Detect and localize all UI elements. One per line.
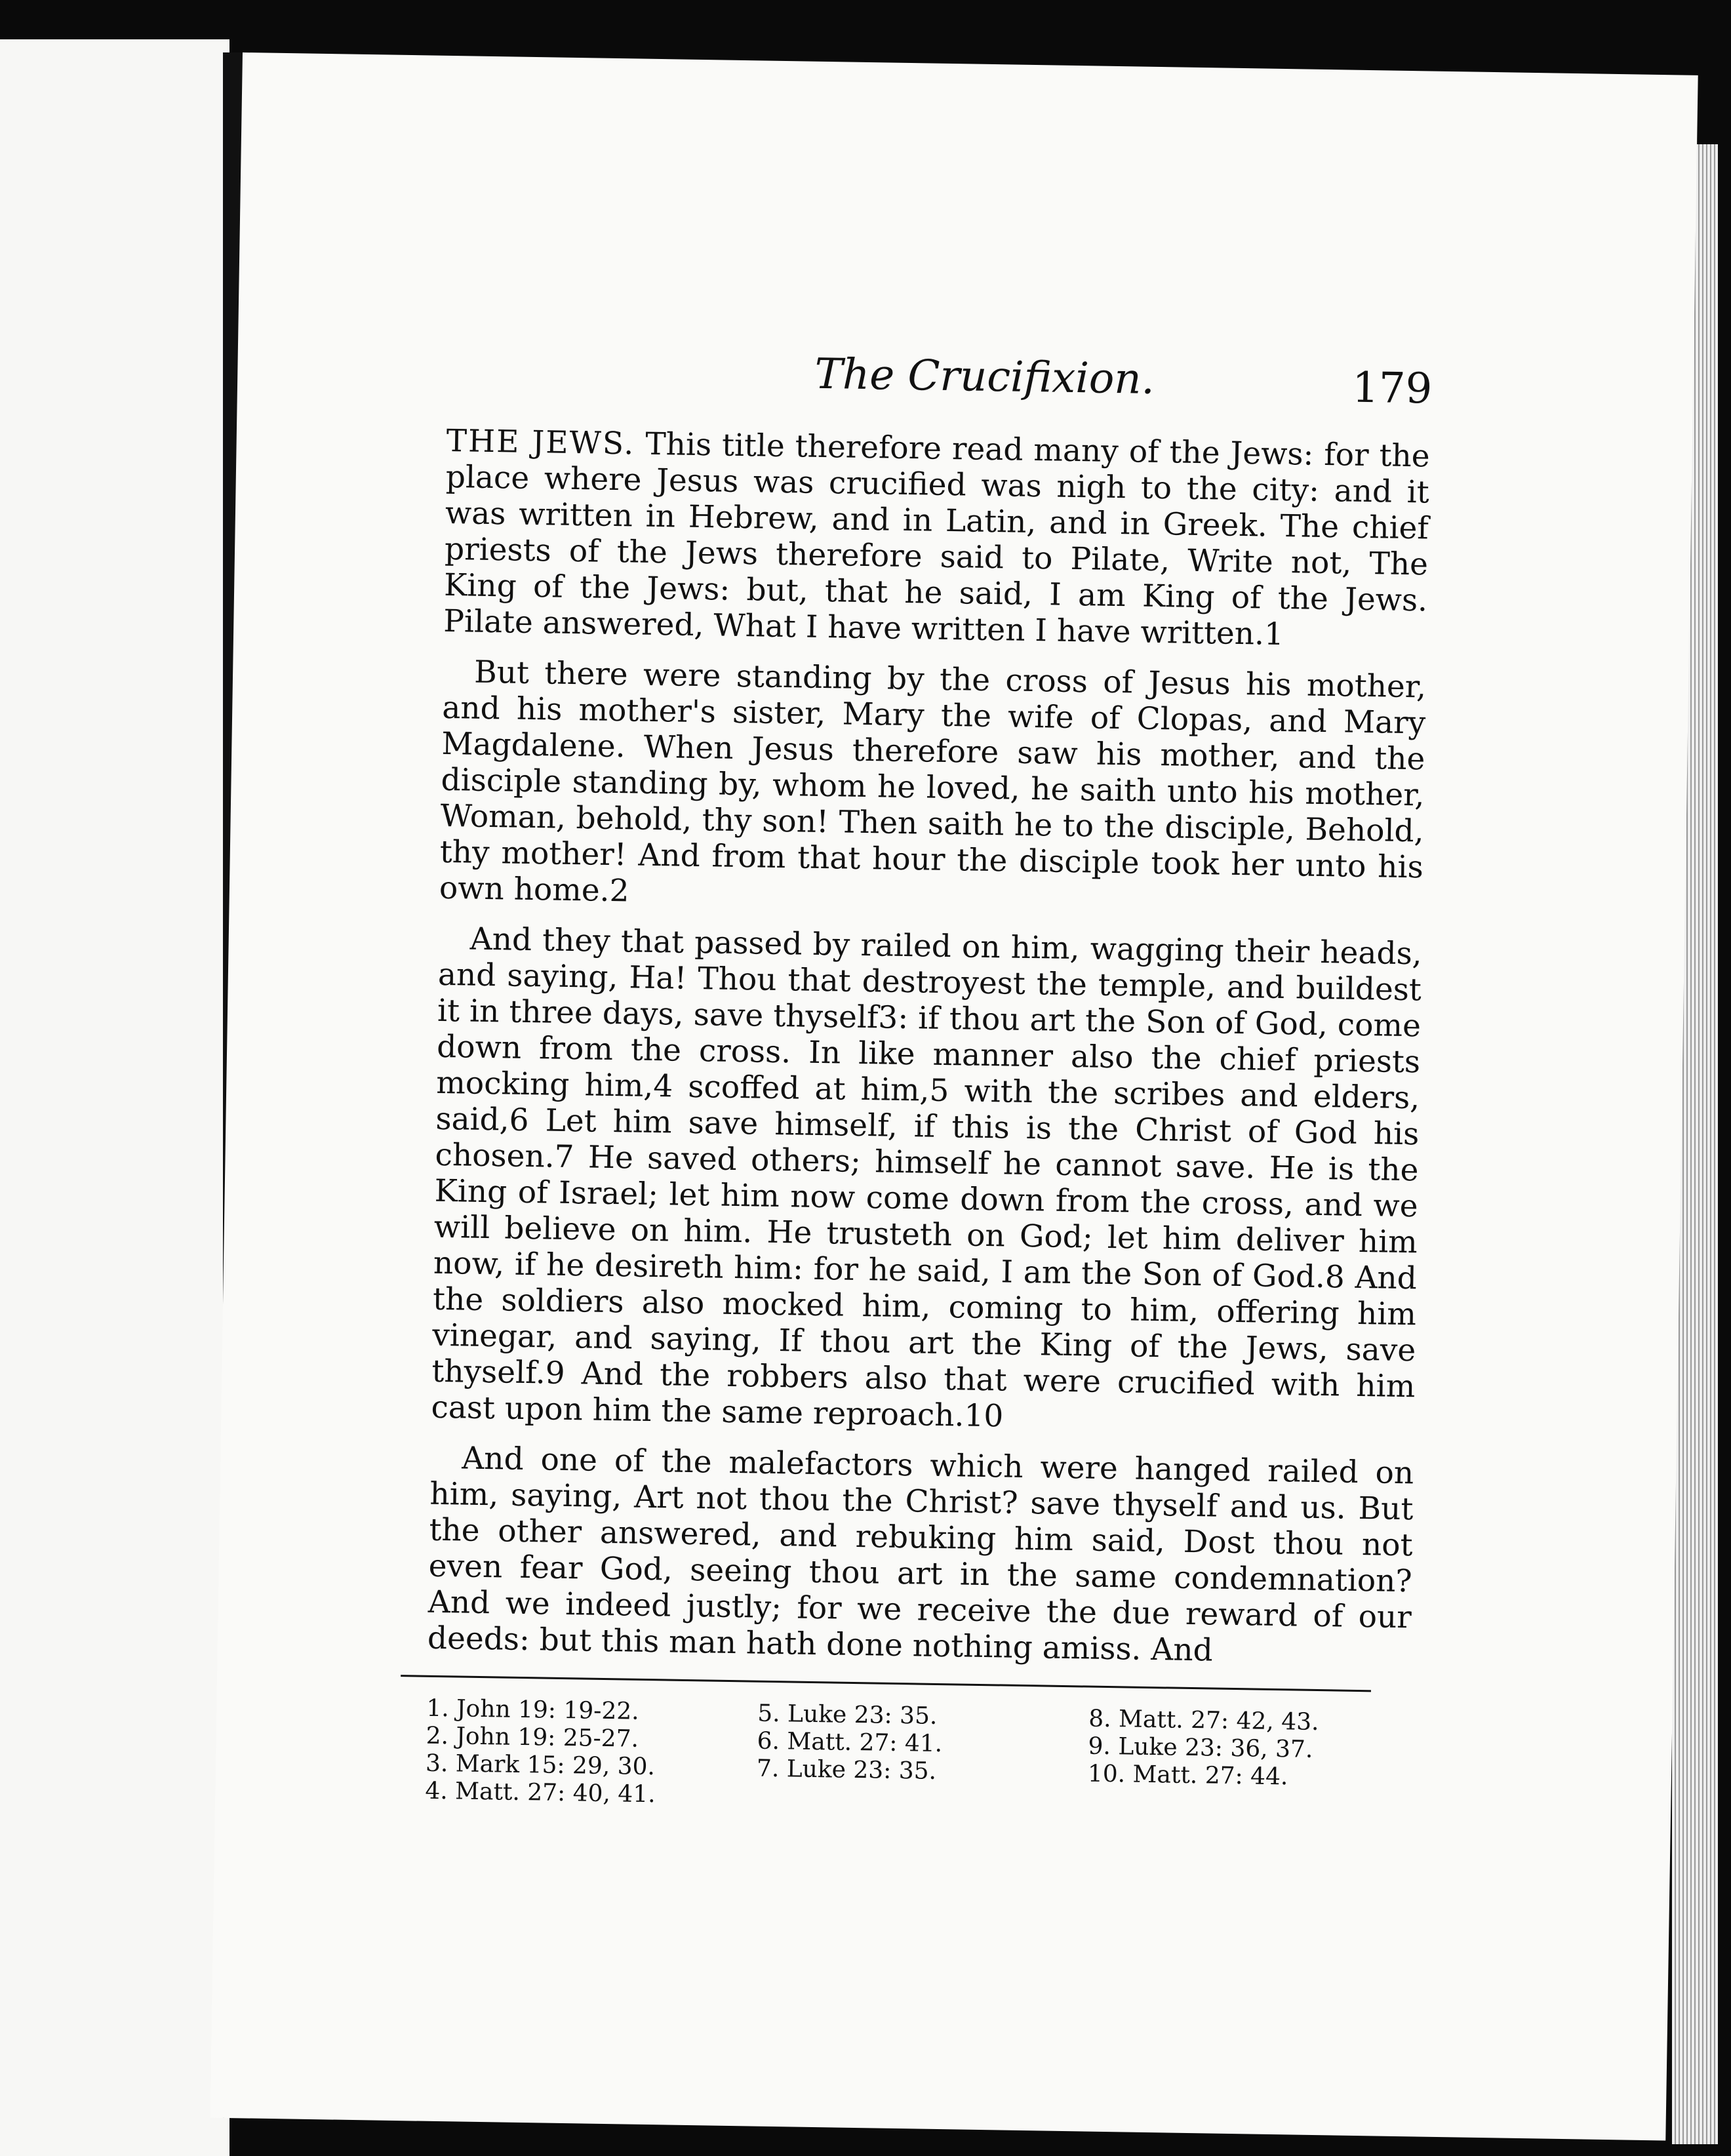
paragraph-4: And one of the malefactors which were hanged railed on him, saying, Art not thou the Christ? save thyself and us. But the other answered, and rebuking him said, Dost thou not even fear God, seeing thou art in the same condemnation? And we indeed justly; for we receive the due reward of our deeds: but this man hath done nothing amiss. And — [427, 1440, 1414, 1669]
footnote: 1. John 19: 19-22. — [426, 1694, 639, 1725]
page-number: 179 — [1351, 363, 1433, 414]
footnote: 8. Matt. 27: 42, 43. — [1088, 1705, 1319, 1736]
paragraph-1 — [443, 423, 1430, 655]
footnote-column-2 — [756, 1700, 1046, 1815]
facing-page-edge — [0, 39, 229, 2156]
book-page — [210, 52, 1698, 2140]
running-head: The Crucifixion. — [814, 349, 1155, 404]
paragraph-3: And they that passed by railed on him, wagging their heads, and saying, Ha! Thou that destroyest the temple, and buildest it in three days, save thyself3: if thou art the Son of God, come down from the cross. In like manner also the chief priests mocking him,4 scoffed at him,5 with the scribes and elders, said,6 Let him save himself, if this is the Christ of God his chosen.7 He saved others; himself he cannot save. He is the King of Israel; let him now come down from the cross, and we will believe on him. He trusteth on God; let him deliver him now, if he desireth him: for he said, I am the Son of God.8 And the soldiers also mocked him, coming to him, offering him vinegar, and saying, If thou art the King of the Jews, save thyself.9 And the robbers also that were crucified with him cast upon him the same reproach.10 — [431, 921, 1423, 1435]
paragraph-2: But there were standing by the cross of Jesus his mother, and his mother's sister, Mary the wife of Clopas, and Mary Magdalene. When Jesus therefore saw his mother, and the disciple standing by, whom he loved, he saith unto his mother, Woman, behold, thy son! Then saith he to the disciple, Behold, thy mother! And from that hour the disciple took her unto his own home.2 — [439, 654, 1427, 909]
paragraph-1-text: This title therefore read many of the Jews: for the place where Jesus was crucified was nigh to the city: and it was written in Hebrew, and in Latin, and in Greek. The chief priests of the Jews therefore said to Pilate, Write not, The King of the Jews: but, that he said, I am King of the Jews. Pilate answered, What I have written I have written.1 — [443, 426, 1430, 653]
footnote: 9. Luke 23: 36, 37. — [1088, 1732, 1313, 1763]
footnote: 10. Matt. 27: 44. — [1087, 1760, 1288, 1791]
footnote: 4. Matt. 27: 40, 41. — [425, 1777, 656, 1808]
footnote: 7. Luke 23: 35. — [756, 1755, 937, 1785]
footnote: 5. Luke 23: 35. — [757, 1700, 938, 1730]
footnote: 2. John 19: 25-27. — [426, 1722, 639, 1753]
footnote-column-1 — [425, 1695, 715, 1810]
paragraph-1-lead: THE JEWS. — [446, 422, 635, 462]
footnotes — [425, 1695, 1377, 1820]
footnote-column-3 — [1087, 1706, 1378, 1820]
footnote: 6. Matt. 27: 41. — [757, 1727, 943, 1758]
footnote: 3. Mark 15: 29, 30. — [425, 1749, 656, 1781]
body-text — [427, 423, 1430, 1686]
